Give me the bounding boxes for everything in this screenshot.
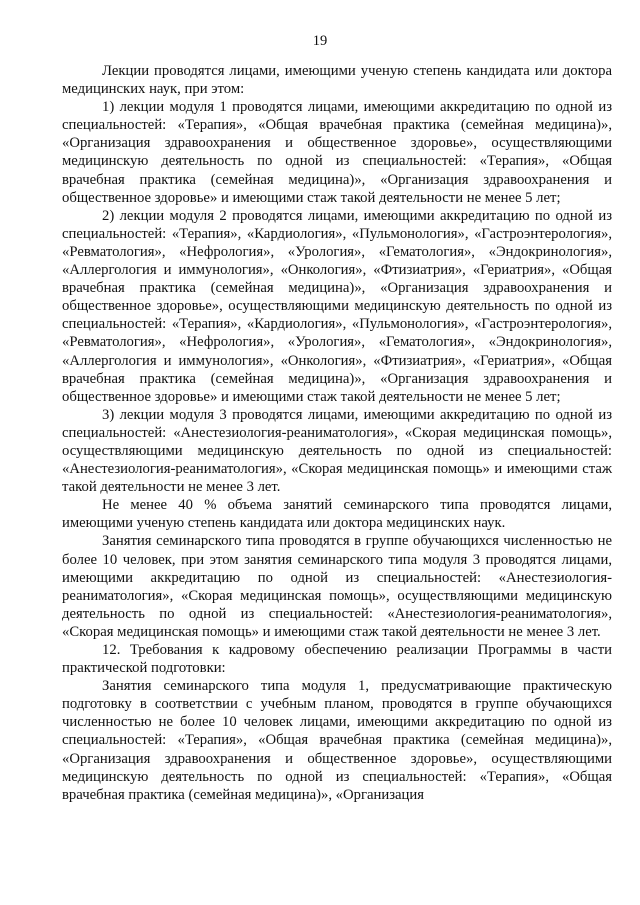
paragraph-module-1-practice: Занятия семинарского типа модуля 1, предусматривающие практическую подготовку в соответствии с учебным планом, проводятся в группе обучающихся численностью не более 10 человек лицами, имеющими аккредитацию по одной из специальностей: «Терапия», «Общая врачебная практика (семейная медицина)», «Организация здравоохранения и общественное здоровье», осуществляющими медицинскую деятельность по одной из специальностей: «Терапия», «Общая врачебная практика (семейная медицина)», «Организация (62, 678, 612, 803)
page-number: 19 (312, 33, 328, 49)
paragraph-lecture-requirements: Лекции проводятся лицами, имеющими ученую степень кандидата или доктора медицинских наук, при этом: (62, 63, 612, 98)
section-12-heading: 12. Требования к кадровому обеспечению реализации Программы в части практической подготовки: (62, 642, 612, 677)
paragraph-module-3-lectures: 3) лекции модуля 3 проводятся лицами, имеющими аккредитацию по одной из специальностей: «Анестезиология-реаниматология», «Скорая медицинская помощь», осуществляющими медицинскую деятельность по одной из специальностей: «Анестезиология-реаниматология», «Скорая медицинская помощь» и имеющими стаж такой деятельности не менее 3 лет. (62, 406, 612, 496)
paragraph-seminar-groups: Занятия семинарского типа проводятся в группе обучающихся численностью не более 10 человек, при этом занятия семинарского типа модуля 3 проводятся лицами, имеющими аккредитацию по одной из специальностей: «Анестезиология-реаниматология», «Скорая медицинская помощь», осуществляющими медицинскую деятельность по одной из специальностей: «Анестезиология-реаниматология», «Скорая медицинская помощь» и имеющими стаж такой деятельности не менее 3 лет. (62, 533, 612, 640)
paragraph-module-2-lectures: 2) лекции модуля 2 проводятся лицами, имеющими аккредитацию по одной из специальностей: «Терапия», «Кардиология», «Пульмонология», «Гастроэнтерология», «Ревматология», «Нефрология», «Урология», «Гематология», «Эндокринология», «Аллергология и иммунология», «Онкология», «Фтизиатрия», «Гериатрия», «Общая врачебная практика (семейная медицина)», «Организация здравоохранения и общественное здоровье», осуществляющими медицинскую деятельность по одной из специальностей: «Терапия», «Кардиология», «Пульмонология», «Гастроэнтерология», «Ревматология», «Нефрология», «Урология», «Гематология», «Эндокринология», «Аллергология и иммунология», «Онкология», «Фтизиатрия», «Гериатрия», «Общая врачебная практика (семейная медицина)», «Организация здравоохранения и общественное здоровье» и имеющими стаж такой деятельности не менее 5 лет; (62, 207, 612, 405)
paragraph-seminar-share: Не менее 40 % объема занятий семинарского типа проводятся лицами, имеющими ученую степень кандидата или доктора медицинских наук. (62, 497, 612, 532)
document-body (62, 62, 612, 804)
paragraph-module-1-lectures: 1) лекции модуля 1 проводятся лицами, имеющими аккредитацию по одной из специальностей: «Терапия», «Общая врачебная практика (семейная медицина)», «Организация здравоохранения и общественное здоровье», осуществляющими медицинскую деятельность по одной из специальностей: «Терапия», «Общая врачебная практика (семейная медицина)», «Организация здравоохранения и общественное здоровье» и имеющими стаж такой деятельности не менее 5 лет; (62, 99, 612, 206)
